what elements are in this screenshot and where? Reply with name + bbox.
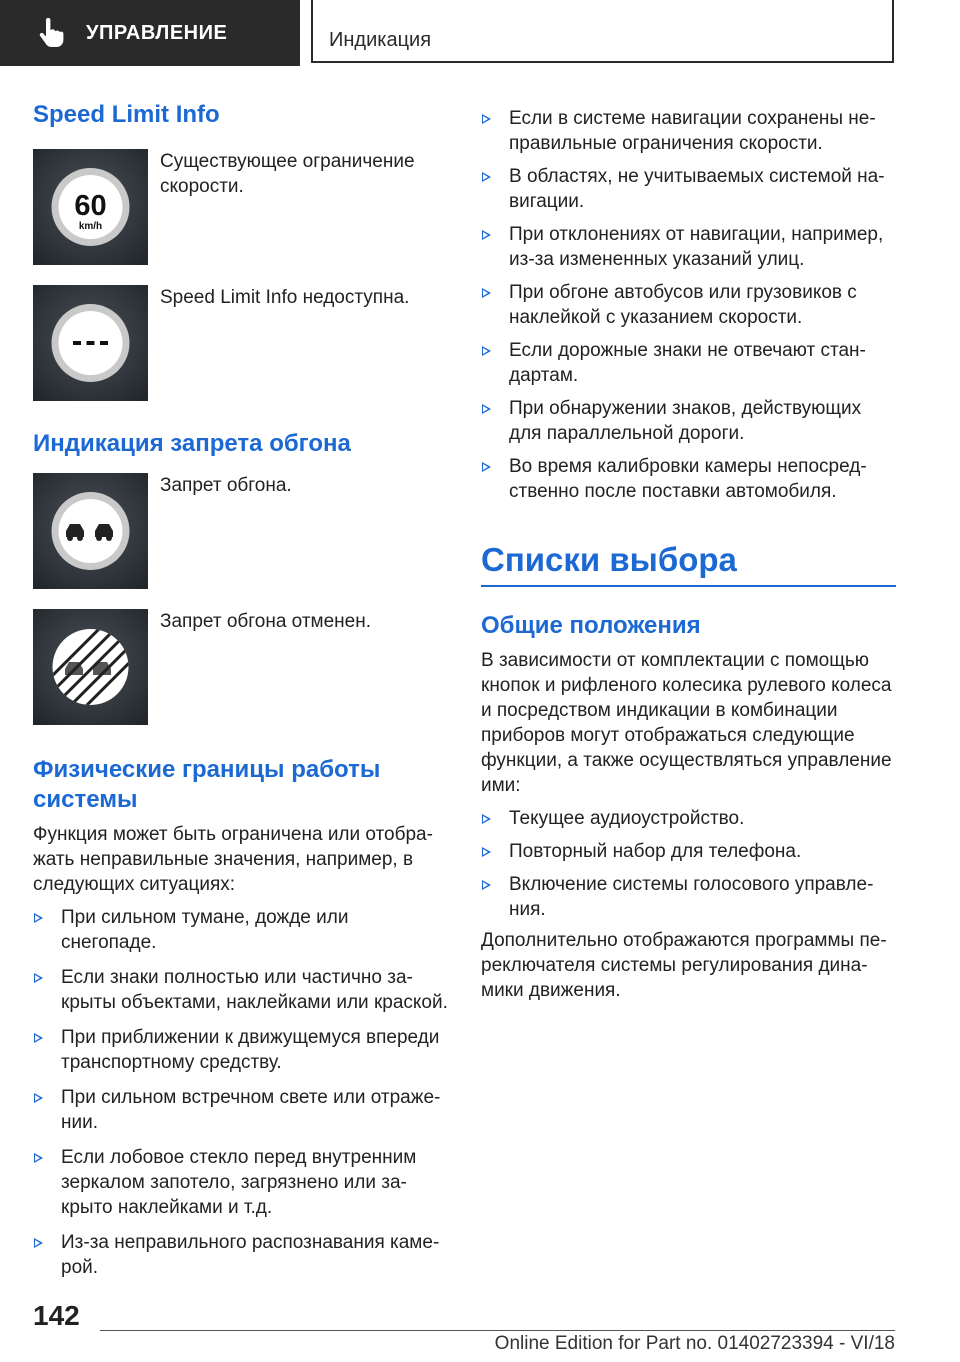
sign-number: 60 (74, 190, 107, 222)
header-section-title: УПРАВЛЕНИЕ (86, 21, 228, 44)
triangle-bullet-icon (482, 114, 491, 124)
footer-rule (100, 1330, 895, 1331)
speed-limit-heading: Speed Limit Info (33, 101, 220, 128)
list-item: При обгоне автобусов или грузовиков с наклейкой с указанием скорости. (481, 280, 896, 330)
general-list (481, 806, 896, 922)
list-item: Если лобовое стекло перед внутренним зеркалом запотело, загрязнено или закрыто наклейками и т.д. (33, 1145, 448, 1220)
header-subsection-title: Индикация (329, 29, 432, 51)
triangle-bullet-icon (482, 814, 491, 824)
limits-list-continued (481, 106, 896, 504)
triangle-bullet-icon (34, 1238, 43, 1248)
speed-limit-60-icon (33, 149, 148, 265)
speed-limit-unavailable-row (33, 285, 448, 401)
triangle-bullet-icon (482, 404, 491, 414)
list-item: Если дорожные знаки не отвечают стандартам. (481, 338, 896, 388)
triangle-bullet-icon (482, 880, 491, 890)
end-no-overtaking-icon (33, 609, 148, 725)
list-item: Если знаки полностью или частично закрыты объектами, наклейками или краской. (33, 965, 448, 1015)
triangle-bullet-icon (482, 230, 491, 240)
general-outro: Дополнительно отображаются программы переключателя системы регулирования динамики движения. (481, 930, 887, 1001)
list-item: При сильном тумане, дожде или снегопаде. (33, 905, 448, 955)
edition-note: Online Edition for Part no. 01402723394 - VI/18 (494, 1333, 895, 1354)
general-heading: Общие положения (481, 612, 701, 639)
no-overtaking-row (33, 473, 448, 589)
general-intro: В зависимости от комплектации с помощью кнопок и рифленого колесика рулевого колеса и посредством индикации в комбинации приборов могут отображаться следующие функции, а также осуществляться управление ими: (481, 650, 892, 796)
end-no-overtaking-caption: Запрет обгона отменен. (160, 611, 371, 632)
triangle-bullet-icon (482, 346, 491, 356)
triangle-bullet-icon (34, 973, 43, 983)
list-item: При обнаружении знаков, действующих для параллельной дороги. (481, 396, 896, 446)
sign-unit: km/h (78, 221, 103, 232)
left-column (33, 100, 448, 1280)
triangle-bullet-icon (34, 1153, 43, 1163)
list-item: Повторный набор для телефона. (481, 839, 896, 864)
triangle-bullet-icon (482, 288, 491, 298)
header-subsection-box (311, 0, 894, 63)
overtaking-heading: Индикация запрета обгона (33, 430, 351, 457)
triangle-bullet-icon (34, 913, 43, 923)
chapter-title: Списки выбора (481, 541, 737, 578)
speed-limit-unavailable-caption: Speed Limit Info недоступна. (160, 287, 410, 308)
list-item: Во время калибровки камеры непосредственно после поставки автомобиля. (481, 454, 896, 504)
list-item: Из-за неправильного распознавания камерой. (33, 1230, 448, 1280)
list-item: Текущее аудиоустройство. (481, 806, 896, 831)
limits-intro: Функция может быть ограничена или отображать неправильные значения, например, в следующих ситуациях: (33, 824, 433, 895)
list-item: В областях, не учитываемых системой навигации. (481, 164, 896, 214)
triangle-bullet-icon (34, 1033, 43, 1043)
no-overtaking-caption: Запрет обгона. (160, 475, 292, 496)
speed-limit-unavailable-icon (33, 285, 148, 401)
limits-list (33, 905, 448, 1280)
hand-pointer-icon (38, 18, 64, 48)
triangle-bullet-icon (482, 847, 491, 857)
triangle-bullet-icon (482, 462, 491, 472)
right-column (481, 100, 896, 1003)
triangle-bullet-icon (34, 1093, 43, 1103)
no-overtaking-icon (33, 473, 148, 589)
page-number: 142 (33, 1300, 80, 1331)
limits-heading: Физические границы работы системы (33, 756, 381, 813)
header-section-tab (0, 0, 300, 66)
speed-limit-caption: Существующее ограничение скорости. (160, 151, 415, 197)
end-no-overtaking-row (33, 609, 448, 725)
list-item: При приближении к движущемуся впереди транспортному средству. (33, 1025, 448, 1075)
list-item: При отклонениях от навигации, например, из-за измененных указаний улиц. (481, 222, 896, 272)
list-item: При сильном встречном свете или отражении. (33, 1085, 448, 1135)
speed-limit-row (33, 149, 448, 265)
list-item: Включение системы голосового управления. (481, 872, 896, 922)
triangle-bullet-icon (482, 172, 491, 182)
list-item: Если в системе навигации сохранены неправильные ограничения скорости. (481, 106, 896, 156)
